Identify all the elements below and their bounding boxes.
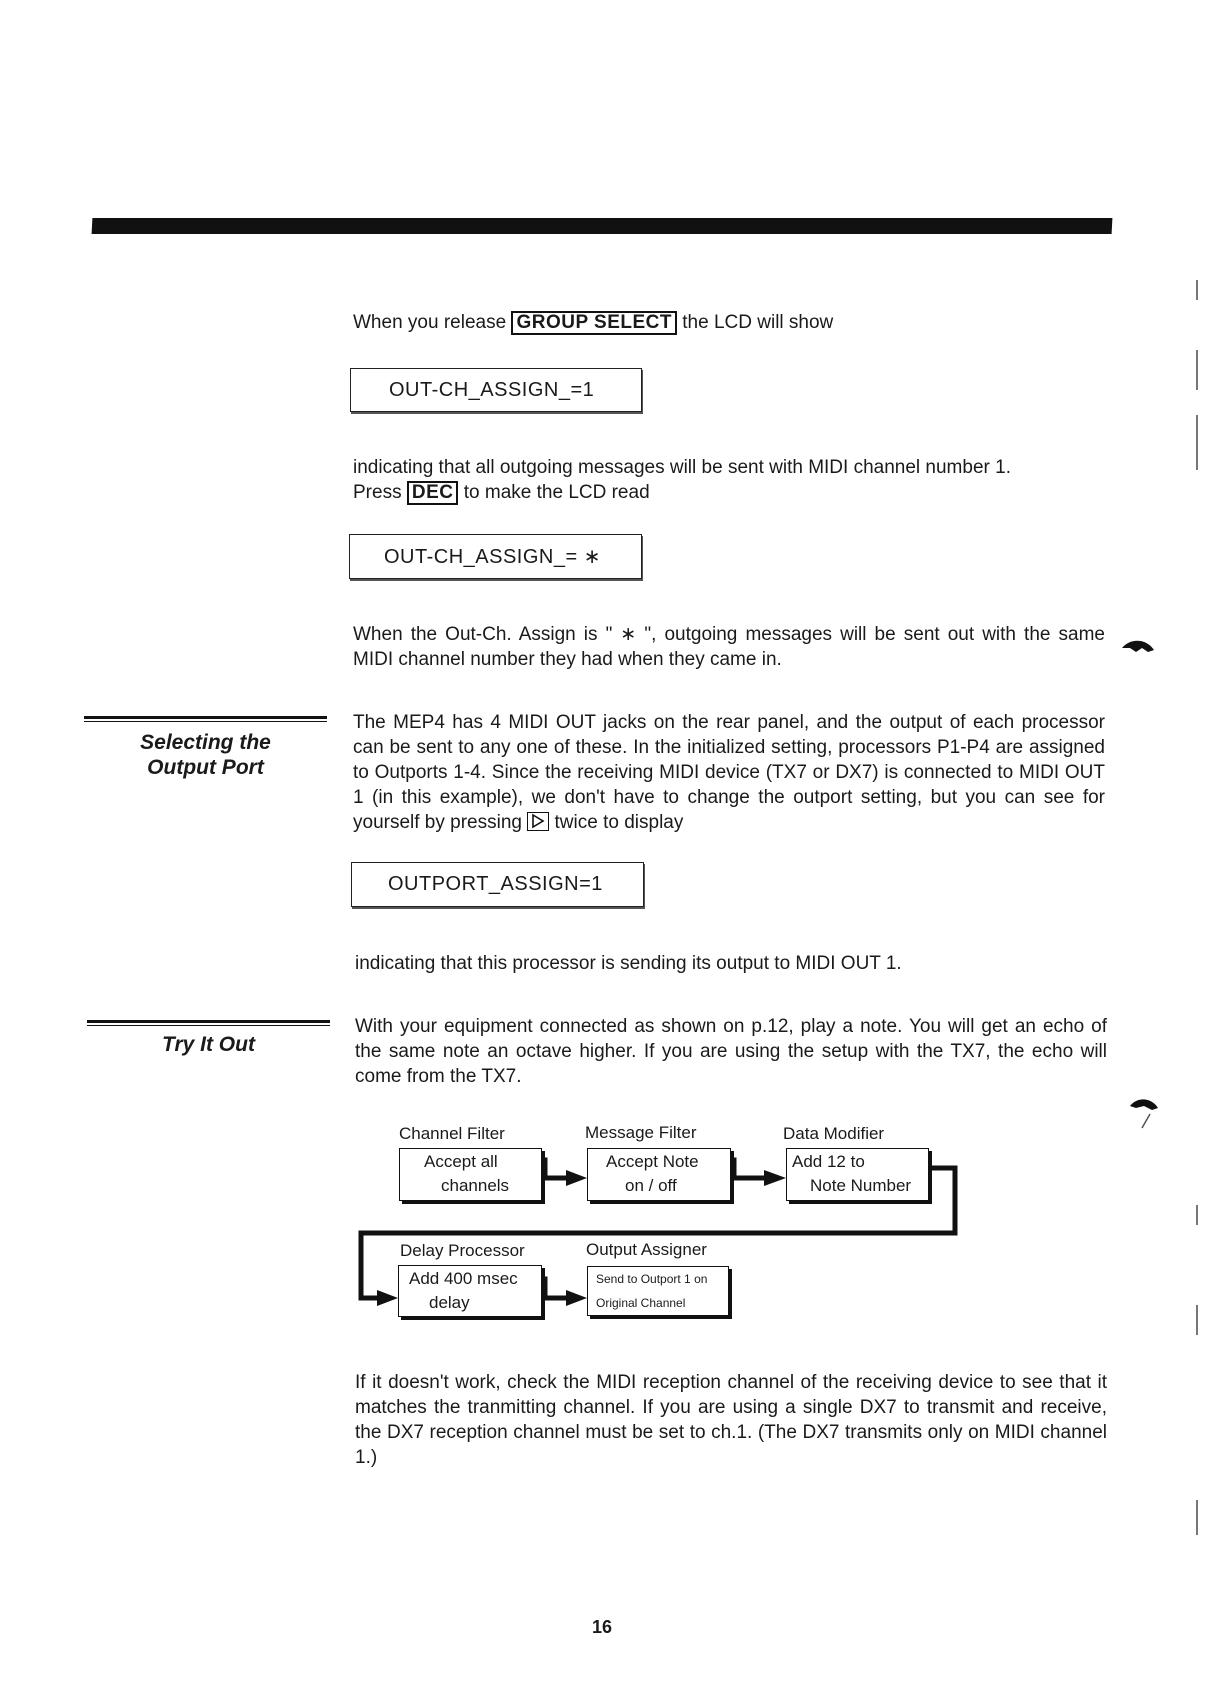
output-body-after: twice to display — [554, 812, 684, 833]
para-outch: When the Out-Ch. Assign is " ∗ ", outgoing messages will be sent out with the same MIDI channel number they had when they came in. — [353, 624, 1105, 670]
output-body-before: The MEP4 has 4 MIDI OUT jacks on the rear panel, and the output of each processor can be sent to any one of these. In the initialized setting, processors P1-P4 are assigned to Outports 1-4. Since the receiving MIDI device (TX7 or DX7) is connected to MIDI OUT 1 (in this example), we don't have to change the outport setting, but you can see for yourself by pressing — [353, 712, 1105, 833]
para-final: If it doesn't work, check the MIDI reception channel of the receiving device to see that it matches the tranmitting channel. If you are using a single DX7 to transmit and receive, the DX7 reception channel must be set to ch.1. (The DX7 transmits only on MIDI channel 1.) — [355, 1372, 1107, 1468]
channel-filter-line1: Accept all — [424, 1152, 498, 1171]
label-channel-filter: Channel Filter — [399, 1124, 505, 1143]
box-data-modifier — [786, 1148, 929, 1201]
cursor-right-key-icon — [527, 812, 549, 831]
dec-key: DEC — [407, 481, 459, 505]
intro-text-before: When you release — [353, 312, 507, 333]
press-text: Press — [353, 482, 402, 503]
label-data-modifier: Data Modifier — [783, 1124, 885, 1143]
para-indicating-line2 — [353, 480, 1105, 505]
label-output-assigner: Output Assigner — [586, 1240, 707, 1259]
lcd-display-out-ch-star — [349, 534, 642, 579]
message-filter-line1: Accept Note — [606, 1152, 699, 1171]
lcd-text: OUT-CH_ASSIGN_= ∗ — [384, 546, 601, 568]
para-output-port — [353, 710, 1105, 835]
side-rule-try — [87, 1020, 330, 1026]
box-message-filter — [587, 1148, 731, 1201]
label-delay-processor: Delay Processor — [400, 1241, 525, 1260]
output-assigner-line2: Original Channel — [596, 1296, 686, 1310]
data-modifier-line2: Note Number — [810, 1176, 912, 1195]
edge-mark — [1196, 415, 1198, 470]
delay-processor-line2: delay — [429, 1293, 470, 1312]
heading-output-port — [84, 730, 327, 780]
box-delay-processor — [398, 1265, 542, 1317]
para-try-it-out: With your equipment connected as shown on p.12, play a note. You will get an echo of the same note an octave higher. If you are using the setup with the TX7, the echo will come from the TX7. — [355, 1016, 1107, 1087]
lcd-text: OUT-CH_ASSIGN_=1 — [389, 378, 595, 401]
intro-text-after: the LCD will show — [682, 312, 834, 333]
intro-line — [353, 310, 1053, 335]
channel-filter-line2: channels — [441, 1176, 510, 1195]
binder-mark — [1120, 636, 1156, 666]
lcd-read-text: to make the LCD read — [463, 482, 650, 503]
output-assigner-line1: Send to Outport 1 on — [596, 1272, 708, 1286]
edge-mark — [1196, 280, 1198, 300]
heading-try-it-out: Try It Out — [162, 1033, 255, 1056]
side-rule-output — [84, 716, 327, 722]
message-filter-line2: on / off — [625, 1176, 677, 1195]
data-modifier-line1: Add 12 to — [792, 1152, 865, 1171]
lcd-display-out-ch-1 — [350, 368, 642, 412]
edge-mark — [1196, 1500, 1198, 1535]
lcd-display-outport — [351, 862, 644, 907]
para-outport: indicating that this processor is sending its output to MIDI OUT 1. — [355, 953, 902, 974]
binder-mark — [1128, 1092, 1160, 1132]
edge-mark — [1196, 1205, 1198, 1225]
lcd-text: OUTPORT_ASSIGN=1 — [388, 873, 603, 895]
para-indicating — [353, 455, 1105, 505]
box-channel-filter — [399, 1148, 542, 1201]
delay-processor-line1: Add 400 msec — [409, 1269, 518, 1288]
edge-mark — [1196, 350, 1198, 390]
heading-output-line1: Selecting the — [140, 731, 271, 754]
page-number: 16 — [592, 1617, 613, 1637]
header-rule — [92, 218, 1113, 234]
para-indicating-line1: indicating that all outgoing messages will be sent with MIDI channel number 1. — [353, 457, 1011, 478]
heading-output-line2: Output Port — [147, 756, 264, 779]
edge-mark — [1196, 1305, 1198, 1335]
box-output-assigner — [587, 1266, 729, 1316]
group-select-key: GROUP SELECT — [511, 311, 677, 335]
label-message-filter: Message Filter — [585, 1123, 697, 1142]
